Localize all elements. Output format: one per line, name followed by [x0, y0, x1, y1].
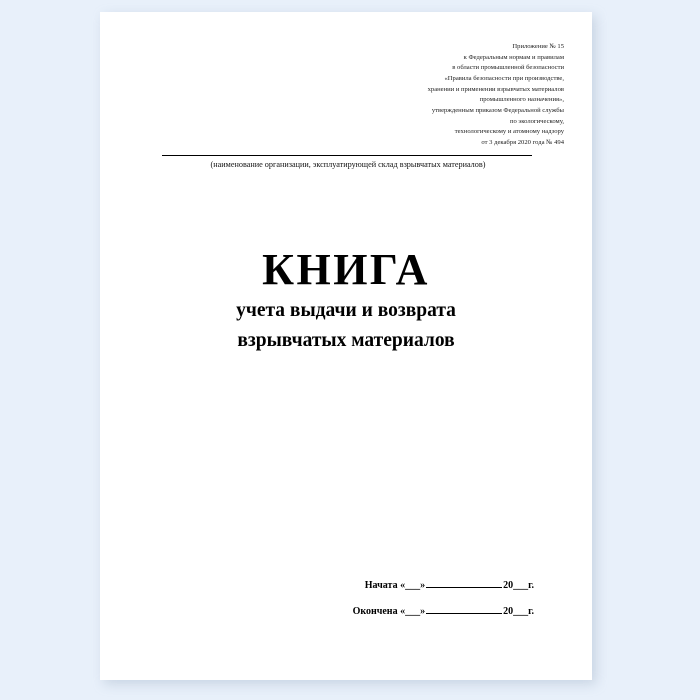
started-label: Начата [364, 580, 398, 591]
reference-line: к Федеральным нормам и правилам [463, 53, 564, 61]
page-subtitle-line: взрывчатых материалов [237, 329, 455, 351]
finished-day-value[interactable]: «___» [400, 606, 426, 617]
reference-line: промышленного назначения», [479, 96, 564, 104]
finished-label: Окончена [352, 606, 398, 617]
started-year-value[interactable]: 20___г. [503, 580, 534, 591]
reference-line: от 3 декабря 2020 года № 494 [481, 139, 564, 147]
finished-month-blank[interactable] [426, 604, 502, 614]
page-title: КНИГА [262, 245, 430, 294]
reference-line: по экологическому, [509, 117, 564, 125]
finished-year-value[interactable]: 20___г. [503, 606, 534, 617]
reference-line: утвержденным приказом Федеральной службы [431, 107, 564, 115]
footer-fields [100, 578, 592, 630]
reference-line: технологическому и атомному надзору [454, 128, 564, 136]
reference-line: «Правила безопасности при производстве, [444, 75, 564, 83]
reference-line: Приложение № 15 [512, 43, 564, 50]
reference-line: в области промышленной безопасности [452, 64, 564, 72]
reference-block [274, 42, 564, 149]
page-subtitle-line: учета выдачи и возврата [236, 300, 456, 321]
started-field-row [100, 578, 592, 591]
organization-rule [162, 155, 532, 156]
finished-field-row [100, 604, 592, 617]
document-page [100, 12, 592, 680]
started-month-blank[interactable] [426, 578, 502, 588]
organization-caption: (наименование организации, эксплуатирующей склад взрывчатых материалов) [210, 160, 486, 169]
reference-line: хранении и применении взрывчатых материалов [427, 85, 564, 93]
page-subtitle [100, 296, 592, 355]
started-day-value[interactable]: «___» [400, 580, 426, 591]
